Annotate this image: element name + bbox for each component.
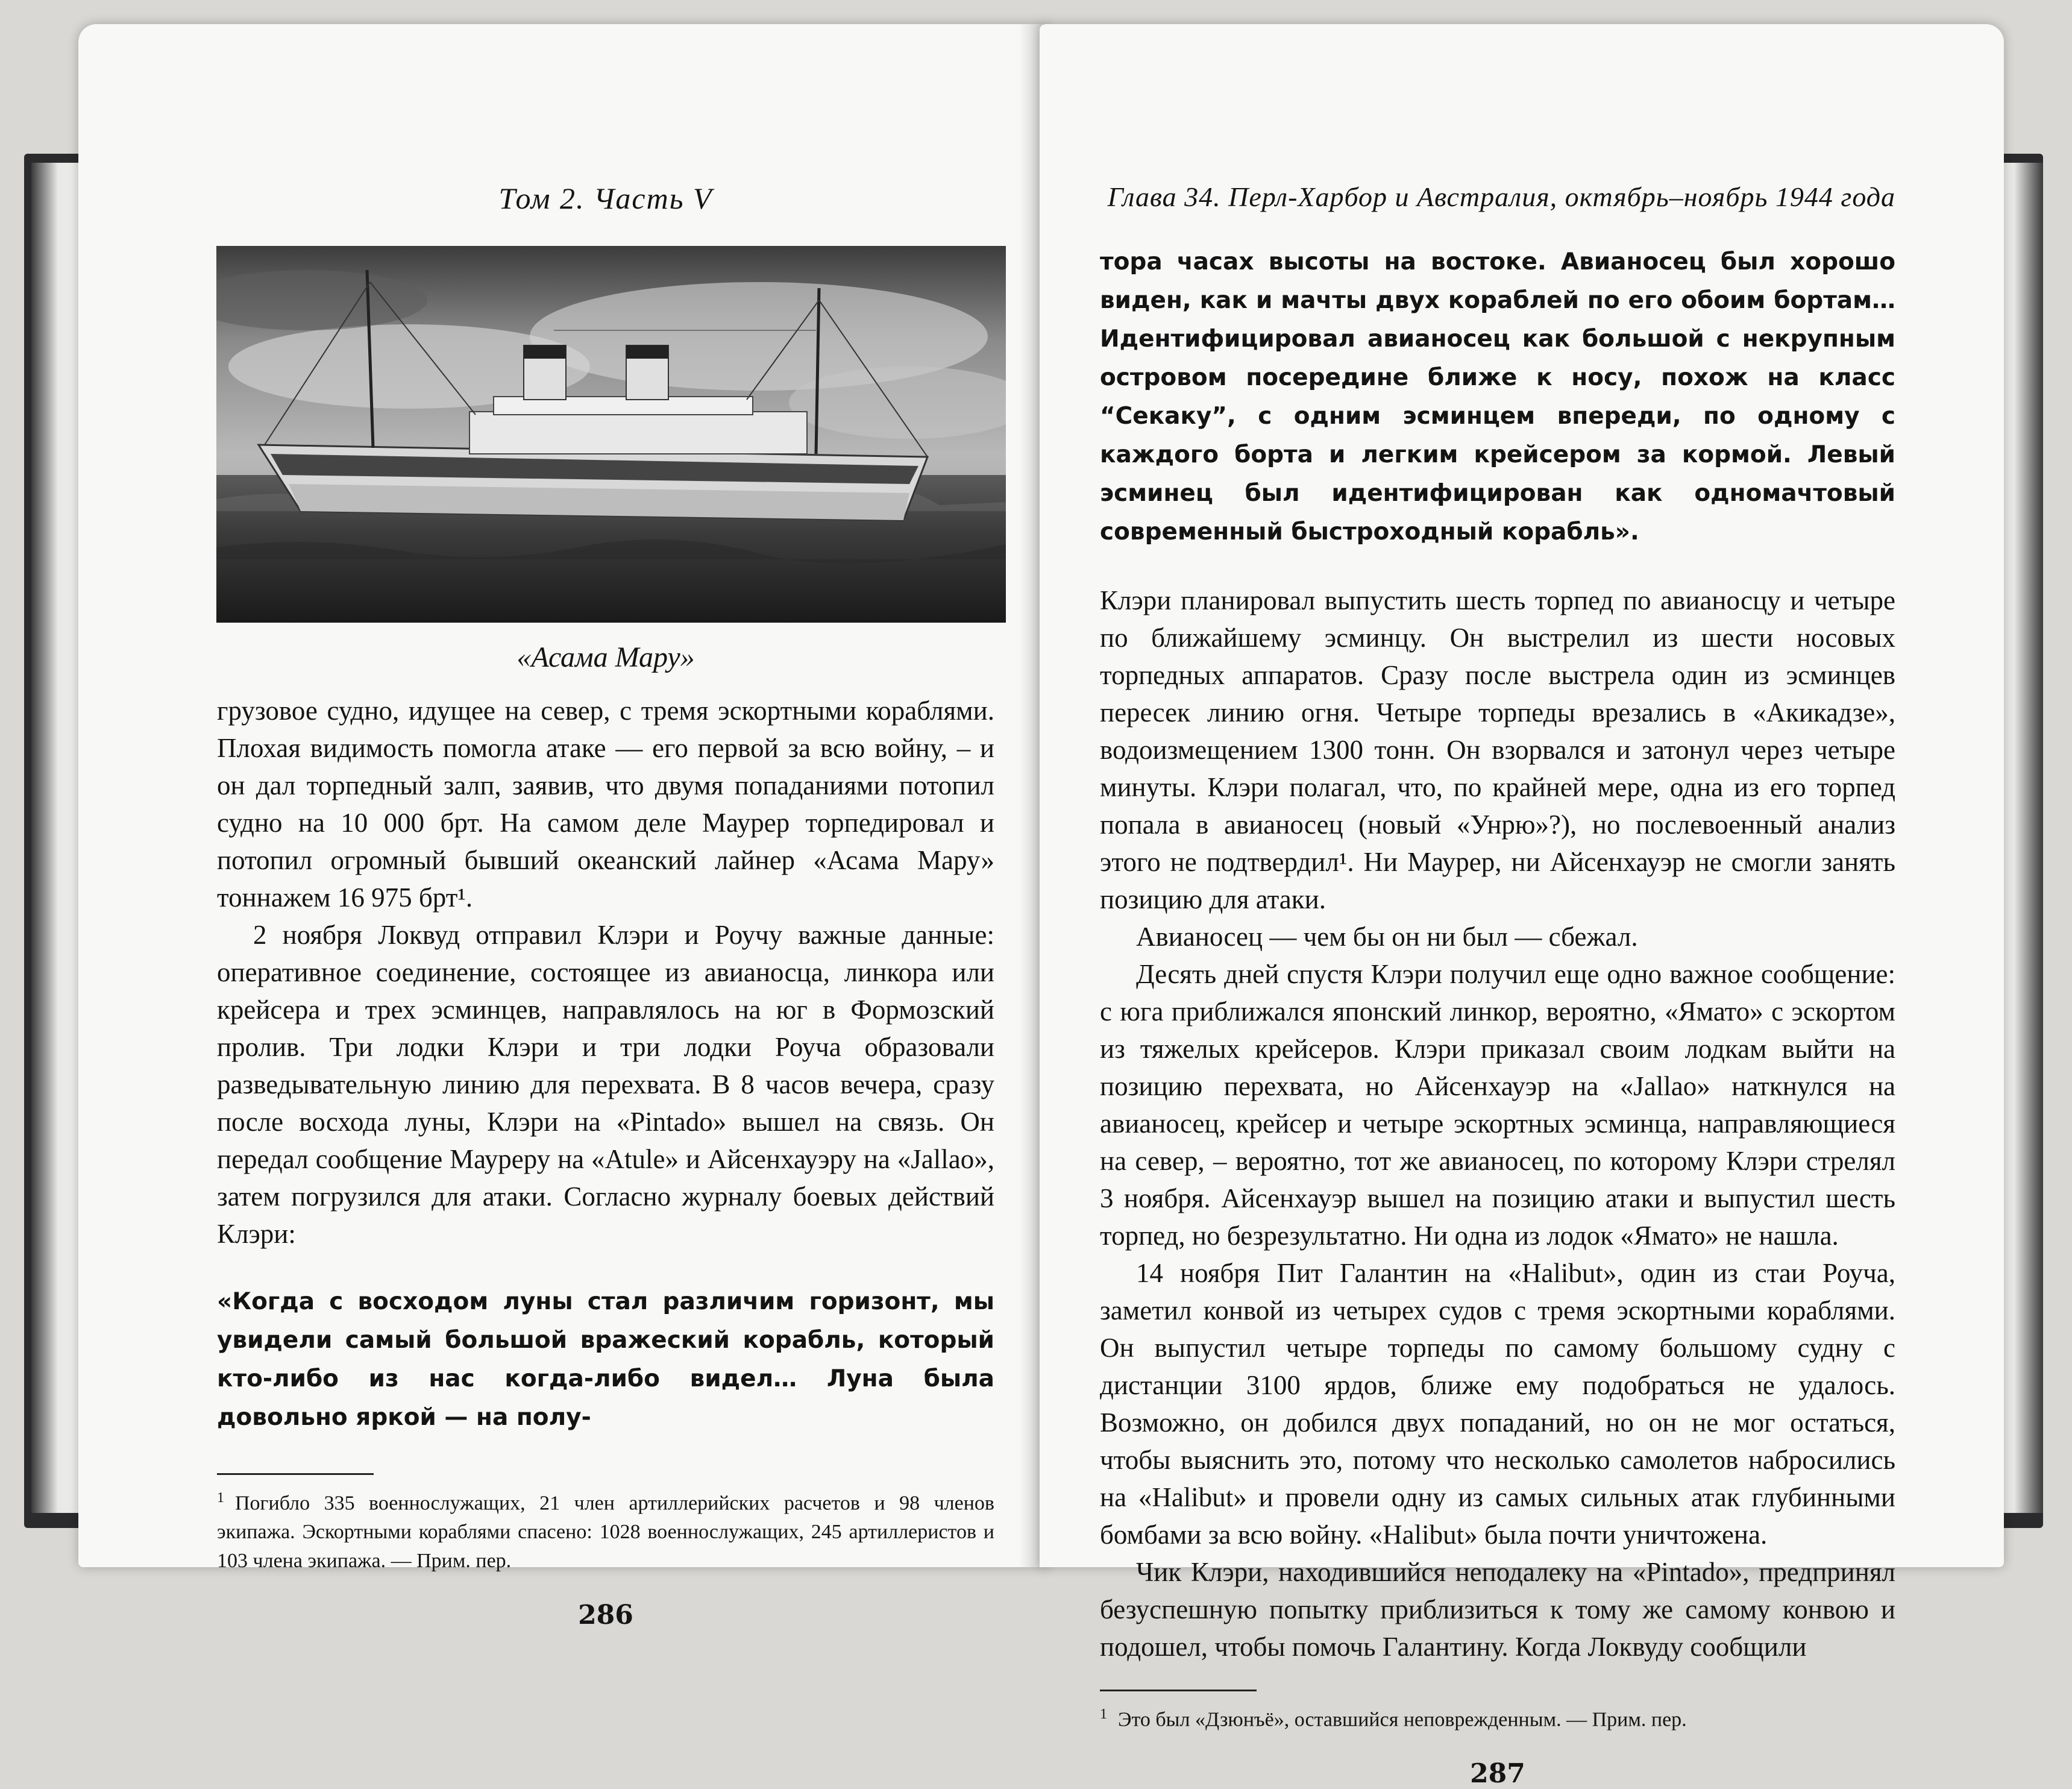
footnote-marker: 1 — [1100, 1706, 1107, 1722]
quote-text: «Когда с восходом луны стал различим горизонт, мы увидели самый большой вражеский корабль, который кто-либо из нас когда-либо видел… Луна была довольно яркой — на полу- — [217, 1288, 994, 1431]
footnote-text: Погибло 335 военнослужащих, 21 член артиллерийских расчетов и 98 членов экипажа. Эскортными кораблями спасено: 1028 военнослужащих, 245 артиллеристов и 103 члена экипажа. — Прим. пер. — [217, 1492, 994, 1573]
ship-photo — [216, 246, 1006, 623]
right-footnote — [1100, 1700, 1895, 1734]
photo-caption: «Асама Мару» — [516, 641, 695, 673]
right-page — [1040, 24, 2004, 1789]
footnote-marker: 1 — [217, 1490, 224, 1506]
footnote-divider — [1100, 1690, 1257, 1691]
footnote-divider — [217, 1473, 374, 1475]
left-page-number: 286 — [578, 1600, 633, 1631]
left-page — [78, 24, 1049, 1631]
paragraph: Авианосец — чем бы он ни был — сбежал. — [1136, 922, 1638, 952]
left-footnote — [217, 1483, 994, 1576]
paragraph: Десять дней спустя Клэри получил еще одно важное сообщение: с юга приближался японский линкор, вероятно, «Ямато» с эскортом из тяжелых крейсеров. Клэри приказал своим лодкам выйти на позицию перехвата, но Айсенхауэр на «Jallao» наткнулся на авианосец, крейсер и четыре эскортных эсминца, направляющиеся на север, – вероятно, тот же авианосец, по которому Клэри стрелял 3 ноября. Айсенхауэр вышел на позицию атаки и выпустил шесть торпед, но безрезультатно. Ни одна из лодок «Ямато» не нашла. — [1100, 959, 1895, 1251]
quote-text: тора часах высоты на востоке. Авианосец был хорошо виден, как и мачты двух кораблей по его обоим бортам… Идентифицировал авианосец как большой с некрупным островом посередине ближе к носу, похож на класс “Секаку”, с одним эсминцем впереди, по одному с каждого борта и легким крейсером за кормой. Левый эсминец был идентифицирован как одномачтовый современный быстроходный корабль». — [1100, 248, 1895, 546]
left-quote-block — [217, 1283, 994, 1437]
paragraph: Клэри планировал выпустить шесть торпед по авианосцу и четыре по ближайшему эсминцу. Он выстрелил из шести носовых торпедных аппаратов. Сразу после выстрела один из эсминцев пересек линию огня. Четыре торпеды врезались в «Акикадзе», водоизмещением 1300 тонн. Он взорвался и затонул через четыре минуты. Клэри полагал, что, по крайней мере, одна из его торпед попала в авианосец (новый «Унрю»?), но послевоенный анализ этого не подтвердил¹. Ни Маурер, ни Айсенхауэр не смогли занять позицию для атаки. — [1100, 585, 1895, 914]
right-body-text — [1100, 582, 1895, 1665]
paragraph: 14 ноября Пит Галантин на «Halibut», один из стаи Роуча, заметил конвой из четырех судов с тремя эскортными кораблями. Он выпустил четыре торпеды по самому большому судну с дистанции 3100 ярдов, ближе ему подобраться не удалось. Возможно, он добился двух попаданий, но он не мог остаться, чтобы выяснить это, потому что несколько самолетов набросились на «Halibut» и провели одну из самых сильных атак глубинными бомбами за всю войну. «Halibut» была почти уничтожена. — [1100, 1258, 1895, 1550]
right-running-head: Глава 34. Перл-Харбор и Австралия, октябрь–ноябрь 1944 года — [1107, 181, 1895, 212]
paragraph: 2 ноября Локвуд отправил Клэри и Роучу важные данные: оперативное соединение, состоящее из авианосца, линкора или крейсера и трех эсминцев, направлялось на юг в Формозский пролив. Три лодки Клэри и три лодки Роуча образовали разведывательную линию для перехвата. В 8 часов вечера, сразу после восхода луны, Клэри на «Pintado» вышел на связь. Он передал сообщение Мауреру на «Atule» и Айсенхауэру на «Jallao», затем погрузился для атаки. Согласно журналу боевых действий Клэри: — [217, 920, 994, 1249]
left-running-head: Том 2. Часть V — [498, 181, 713, 215]
paragraph: Чик Клэри, находившийся неподалеку на «Pintado», предпринял безуспешную попытку приблизиться к тому же самому конвою и подошел, чтобы помочь Галантину. Когда Локвуду сообщили — [1100, 1557, 1895, 1662]
paragraph: грузовое судно, идущее на север, с тремя эскортными кораблями. Плохая видимость помогла атаке — его первой за всю войну, – и он дал торпедный залп, заявив, что двумя попаданиями потопил судно на 10 000 брт. На самом деле Маурер торпедировал и потопил огромный бывший океанский лайнер «Асама Мару» тоннажем 16 975 брт¹. — [217, 696, 994, 913]
footnote-text: Это был «Дзюнъё», оставшийся неповрежденным. — Прим. пер. — [1118, 1708, 1687, 1731]
left-body-text — [217, 692, 994, 1253]
right-quote-block — [1100, 243, 1895, 552]
right-page-number: 287 — [1470, 1758, 1525, 1789]
